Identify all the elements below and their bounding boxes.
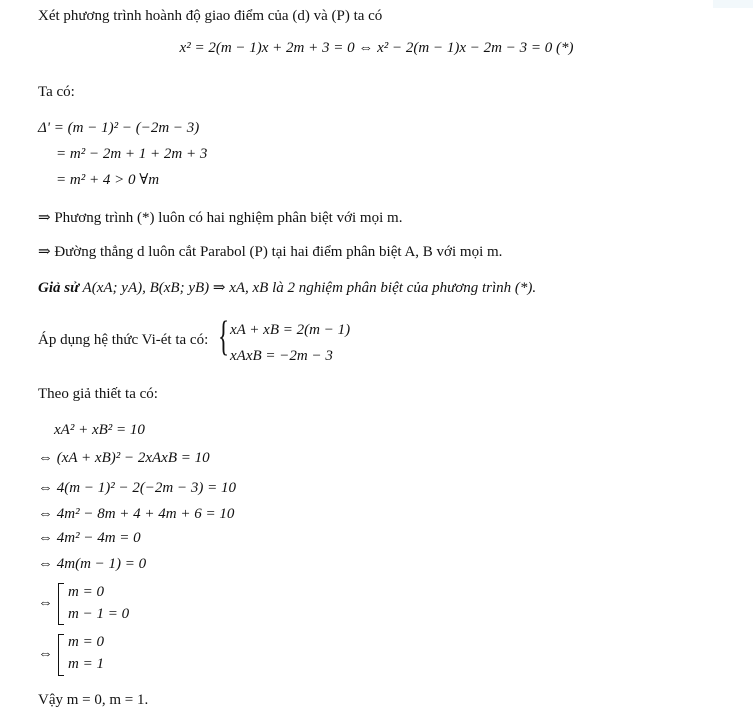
- assumption-rest: A(xA; yA), B(xB; yB) ⇒ xA, xB là 2 nghiệm phân biệt của phương trình (*).: [79, 280, 537, 296]
- case-1b: m − 1 = 0: [68, 606, 130, 622]
- hypothesis-label: Theo giả thiết ta có:: [38, 386, 158, 402]
- intro-text: Xét phương trình hoành độ giao điểm của (d) và (P) ta có: [38, 8, 383, 24]
- intersection-equation: x² = 2(m − 1)x + 2m + 3 = 0 ⇔ x² − 2(m − 1)x − 2m − 3 = 0 (*): [179, 40, 574, 56]
- step-3: ⇔ 4(m − 1)² − 2(−2m − 3) = 10: [38, 480, 237, 496]
- vieta-equation-2: xAxB = −2m − 3: [230, 348, 333, 364]
- step-2: ⇔ (xA + xB)² − 2xAxB = 10: [38, 450, 210, 466]
- conclusion-line-1: ⇒ Phương trình (*) luôn có hai nghiệm phân biệt với mọi m.: [38, 210, 403, 226]
- step-4: ⇔ 4m² − 8m + 4 + 4m + 6 = 10: [38, 506, 235, 522]
- assumption-bold-label: Giả sử: [38, 280, 80, 296]
- vieta-equation-1: xA + xB = 2(m − 1): [230, 322, 351, 338]
- step-7-arrow: ⇔: [38, 595, 53, 611]
- delta-line-1: Δ' = (m − 1)² − (−2m − 3): [38, 120, 200, 136]
- final-answer: Vậy m = 0, m = 1.: [38, 692, 149, 708]
- step-5: ⇔ 4m² − 4m = 0: [38, 530, 141, 546]
- step-1: xA² + xB² = 10: [54, 422, 145, 438]
- corner-shade: [713, 0, 753, 8]
- system-brace: {: [218, 314, 230, 360]
- step-8-arrow: ⇔: [38, 646, 53, 662]
- ta-co-label: Ta có:: [38, 84, 75, 100]
- conclusion-line-2: ⇒ Đường thẳng d luôn cắt Parabol (P) tại hai điểm phân biệt A, B với mọi m.: [38, 244, 503, 260]
- case-2b: m = 1: [68, 656, 104, 672]
- delta-line-3: = m² + 4 > 0 ∀m: [56, 172, 160, 188]
- case-bracket-2: [58, 634, 64, 676]
- step-6: ⇔ 4m(m − 1) = 0: [38, 556, 147, 572]
- assumption-line: [38, 278, 536, 298]
- case-bracket-1: [58, 583, 64, 625]
- delta-line-2: = m² − 2m + 1 + 2m + 3: [56, 146, 208, 162]
- vieta-label: Áp dụng hệ thức Vi-ét ta có:: [38, 332, 209, 348]
- case-1a: m = 0: [68, 584, 104, 600]
- case-2a: m = 0: [68, 634, 104, 650]
